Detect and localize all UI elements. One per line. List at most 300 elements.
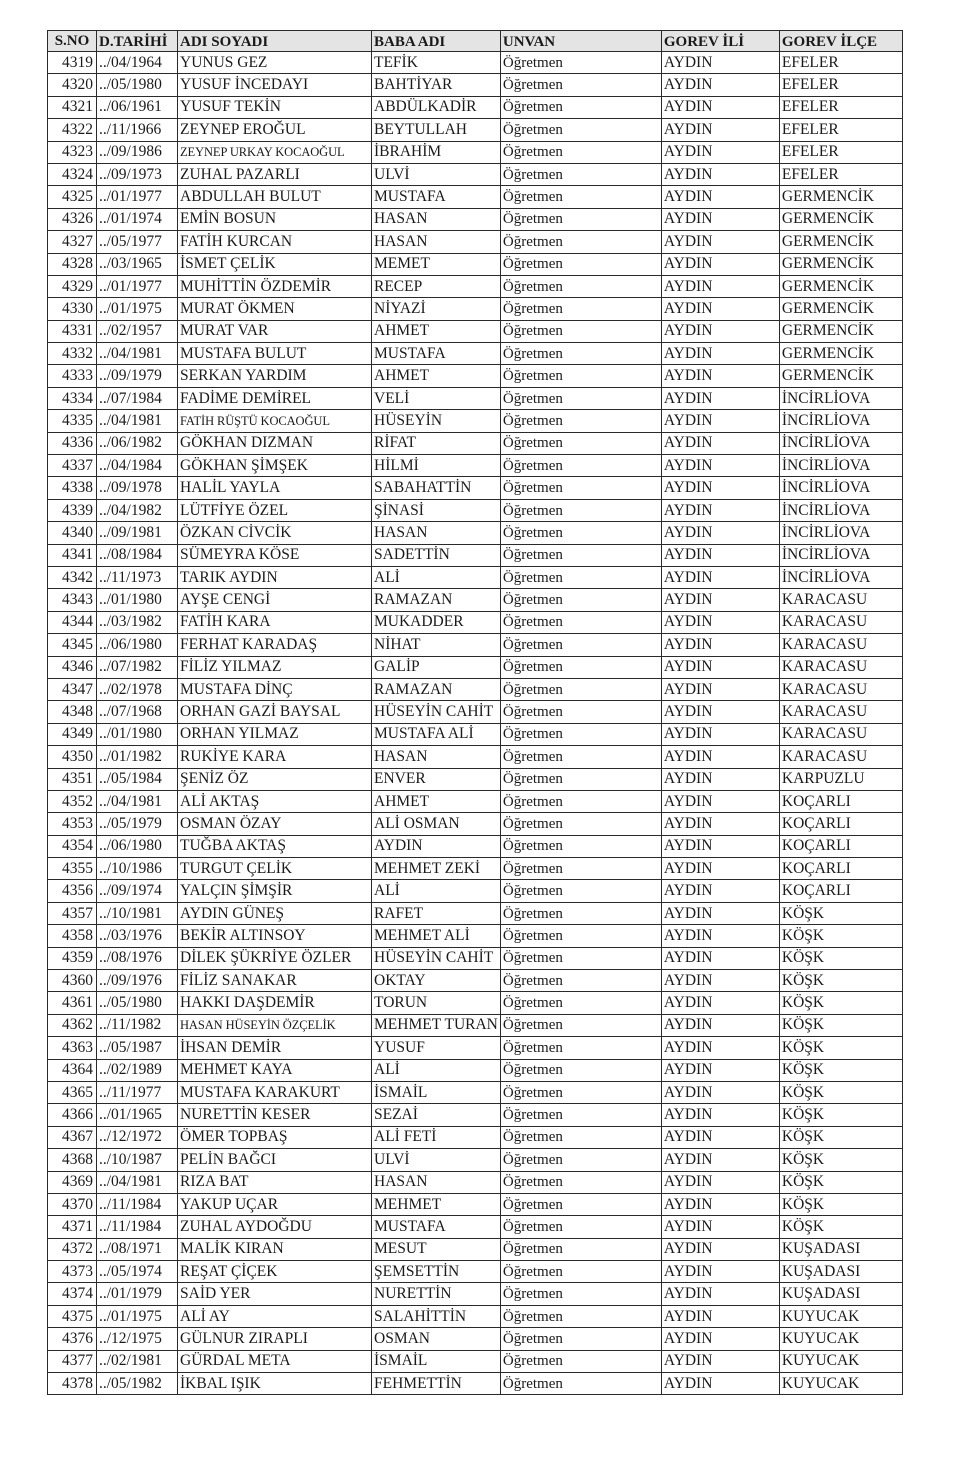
cell-birth-date: ../11/1966 — [97, 119, 178, 141]
cell-birth-date: ../08/1976 — [97, 947, 178, 969]
table-row — [48, 365, 903, 387]
cell-district: GERMENCİK — [779, 253, 902, 275]
table-row — [48, 566, 903, 588]
cell-district: İNCİRLİOVA — [779, 544, 902, 566]
cell-district: KÖŞK — [779, 1059, 902, 1081]
cell-birth-date: ../01/1977 — [97, 186, 178, 208]
cell-province: AYDIN — [661, 790, 779, 812]
cell-sno: 4373 — [48, 1261, 97, 1283]
cell-father-name: OSMAN — [372, 1328, 501, 1350]
cell-father-name: ALİ FETİ — [372, 1126, 501, 1148]
cell-sno: 4346 — [48, 656, 97, 678]
cell-birth-date: ../06/1961 — [97, 96, 178, 118]
cell-birth-date: ../04/1964 — [97, 52, 178, 74]
cell-title: Öğretmen — [500, 925, 661, 947]
table-row — [48, 163, 903, 185]
cell-title: Öğretmen — [500, 1059, 661, 1081]
cell-district: GERMENCİK — [779, 343, 902, 365]
cell-title: Öğretmen — [500, 52, 661, 74]
cell-province: AYDIN — [661, 678, 779, 700]
header-full-name: ADI SOYADI — [178, 31, 372, 52]
cell-district: GERMENCİK — [779, 186, 902, 208]
cell-province: AYDIN — [661, 1350, 779, 1372]
cell-father-name: OKTAY — [372, 970, 501, 992]
cell-sno: 4333 — [48, 365, 97, 387]
cell-district: KUYUCAK — [779, 1373, 902, 1395]
cell-province: AYDIN — [661, 1283, 779, 1305]
cell-full-name: BEKİR ALTINSOY — [178, 925, 372, 947]
cell-title: Öğretmen — [500, 902, 661, 924]
table-row — [48, 1328, 903, 1350]
cell-title: Öğretmen — [500, 343, 661, 365]
cell-father-name: AYDIN — [372, 835, 501, 857]
table-row — [48, 1149, 903, 1171]
cell-full-name: LÜTFİYE ÖZEL — [178, 499, 372, 521]
cell-birth-date: ../11/1973 — [97, 566, 178, 588]
cell-full-name: RUKİYE KARA — [178, 746, 372, 768]
header-province: GOREV İLİ — [661, 31, 779, 52]
cell-province: AYDIN — [661, 231, 779, 253]
cell-province: AYDIN — [661, 1149, 779, 1171]
cell-district: İNCİRLİOVA — [779, 477, 902, 499]
cell-sno: 4363 — [48, 1037, 97, 1059]
cell-province: AYDIN — [661, 1238, 779, 1260]
cell-father-name: TEFİK — [372, 52, 501, 74]
cell-title: Öğretmen — [500, 141, 661, 163]
cell-district: GERMENCİK — [779, 298, 902, 320]
cell-sno: 4378 — [48, 1373, 97, 1395]
cell-father-name: ALİ — [372, 880, 501, 902]
cell-sno: 4326 — [48, 208, 97, 230]
cell-full-name: RIZA BAT — [178, 1171, 372, 1193]
cell-district: KÖŞK — [779, 992, 902, 1014]
cell-district: İNCİRLİOVA — [779, 410, 902, 432]
cell-birth-date: ../02/1978 — [97, 678, 178, 700]
cell-sno: 4357 — [48, 902, 97, 924]
cell-title: Öğretmen — [500, 746, 661, 768]
cell-title: Öğretmen — [500, 701, 661, 723]
table-row — [48, 1305, 903, 1327]
cell-title: Öğretmen — [500, 477, 661, 499]
cell-sno: 4354 — [48, 835, 97, 857]
table-row — [48, 1059, 903, 1081]
table-row — [48, 992, 903, 1014]
cell-birth-date: ../02/1957 — [97, 320, 178, 342]
table-row — [48, 947, 903, 969]
cell-full-name: YUSUF TEKİN — [178, 96, 372, 118]
cell-sno: 4362 — [48, 1014, 97, 1036]
cell-sno: 4374 — [48, 1283, 97, 1305]
cell-district: KUYUCAK — [779, 1350, 902, 1372]
cell-province: AYDIN — [661, 141, 779, 163]
cell-district: KÖŞK — [779, 925, 902, 947]
cell-title: Öğretmen — [500, 656, 661, 678]
cell-full-name: TARIK AYDIN — [178, 566, 372, 588]
cell-birth-date: ../01/1980 — [97, 723, 178, 745]
cell-birth-date: ../09/1981 — [97, 522, 178, 544]
cell-father-name: MUSTAFA ALİ — [372, 723, 501, 745]
cell-birth-date: ../06/1982 — [97, 432, 178, 454]
personnel-table — [47, 30, 903, 1395]
cell-province: AYDIN — [661, 96, 779, 118]
table-row — [48, 522, 903, 544]
table-row — [48, 790, 903, 812]
cell-sno: 4323 — [48, 141, 97, 163]
cell-province: AYDIN — [661, 813, 779, 835]
cell-birth-date: ../01/1980 — [97, 589, 178, 611]
cell-sno: 4365 — [48, 1081, 97, 1103]
cell-province: AYDIN — [661, 74, 779, 96]
cell-father-name: HİLMİ — [372, 455, 501, 477]
cell-title: Öğretmen — [500, 74, 661, 96]
cell-father-name: VELİ — [372, 387, 501, 409]
cell-full-name: ALİ AKTAŞ — [178, 790, 372, 812]
cell-full-name: YUSUF İNCEDAYI — [178, 74, 372, 96]
cell-district: İNCİRLİOVA — [779, 455, 902, 477]
cell-sno: 4319 — [48, 52, 97, 74]
cell-sno: 4329 — [48, 275, 97, 297]
cell-birth-date: ../11/1984 — [97, 1193, 178, 1215]
table-row — [48, 74, 903, 96]
table-row — [48, 1283, 903, 1305]
cell-sno: 4371 — [48, 1216, 97, 1238]
table-row — [48, 768, 903, 790]
table-row — [48, 589, 903, 611]
cell-title: Öğretmen — [500, 1081, 661, 1103]
cell-full-name: YUNUS GEZ — [178, 52, 372, 74]
table-row — [48, 678, 903, 700]
cell-full-name: MUSTAFA DİNÇ — [178, 678, 372, 700]
cell-birth-date: ../01/1975 — [97, 1305, 178, 1327]
cell-district: EFELER — [779, 119, 902, 141]
table-row — [48, 499, 903, 521]
cell-sno: 4352 — [48, 790, 97, 812]
cell-title: Öğretmen — [500, 858, 661, 880]
cell-sno: 4338 — [48, 477, 97, 499]
cell-district: KOÇARLI — [779, 835, 902, 857]
cell-province: AYDIN — [661, 298, 779, 320]
cell-district: İNCİRLİOVA — [779, 387, 902, 409]
cell-province: AYDIN — [661, 275, 779, 297]
cell-province: AYDIN — [661, 1014, 779, 1036]
cell-title: Öğretmen — [500, 1283, 661, 1305]
cell-province: AYDIN — [661, 1104, 779, 1126]
cell-full-name: ÖMER TOPBAŞ — [178, 1126, 372, 1148]
cell-father-name: ULVİ — [372, 1149, 501, 1171]
cell-full-name: MEHMET KAYA — [178, 1059, 372, 1081]
cell-birth-date: ../04/1981 — [97, 410, 178, 432]
cell-father-name: HÜSEYİN CAHİT — [372, 701, 501, 723]
table-row — [48, 925, 903, 947]
cell-birth-date: ../05/1984 — [97, 768, 178, 790]
cell-birth-date: ../03/1965 — [97, 253, 178, 275]
cell-sno: 4337 — [48, 455, 97, 477]
cell-title: Öğretmen — [500, 432, 661, 454]
cell-full-name: FATİH KARA — [178, 611, 372, 633]
table-row — [48, 1216, 903, 1238]
cell-full-name: EMİN BOSUN — [178, 208, 372, 230]
cell-district: İNCİRLİOVA — [779, 522, 902, 544]
cell-province: AYDIN — [661, 947, 779, 969]
table-row — [48, 544, 903, 566]
cell-title: Öğretmen — [500, 970, 661, 992]
cell-sno: 4349 — [48, 723, 97, 745]
cell-province: AYDIN — [661, 701, 779, 723]
cell-district: EFELER — [779, 163, 902, 185]
cell-full-name: PELİN BAĞCI — [178, 1149, 372, 1171]
cell-province: AYDIN — [661, 119, 779, 141]
cell-father-name: NİYAZİ — [372, 298, 501, 320]
cell-full-name: AYŞE CENGİ — [178, 589, 372, 611]
cell-father-name: SEZAİ — [372, 1104, 501, 1126]
cell-sno: 4322 — [48, 119, 97, 141]
cell-sno: 4351 — [48, 768, 97, 790]
cell-title: Öğretmen — [500, 365, 661, 387]
cell-birth-date: ../01/1982 — [97, 746, 178, 768]
cell-father-name: HÜSEYİN — [372, 410, 501, 432]
cell-birth-date: ../02/1981 — [97, 1350, 178, 1372]
table-row — [48, 634, 903, 656]
cell-full-name: OSMAN ÖZAY — [178, 813, 372, 835]
cell-birth-date: ../01/1977 — [97, 275, 178, 297]
cell-sno: 4356 — [48, 880, 97, 902]
table-body — [48, 52, 903, 1395]
cell-title: Öğretmen — [500, 723, 661, 745]
cell-title: Öğretmen — [500, 298, 661, 320]
cell-province: AYDIN — [661, 522, 779, 544]
cell-birth-date: ../01/1975 — [97, 298, 178, 320]
cell-father-name: RAFET — [372, 902, 501, 924]
cell-sno: 4325 — [48, 186, 97, 208]
cell-father-name: RECEP — [372, 275, 501, 297]
cell-title: Öğretmen — [500, 611, 661, 633]
cell-full-name: GÜRDAL META — [178, 1350, 372, 1372]
cell-full-name: MALİK KIRAN — [178, 1238, 372, 1260]
cell-district: KOÇARLI — [779, 790, 902, 812]
cell-sno: 4358 — [48, 925, 97, 947]
cell-birth-date: ../01/1979 — [97, 1283, 178, 1305]
table-row — [48, 208, 903, 230]
cell-birth-date: ../12/1975 — [97, 1328, 178, 1350]
cell-full-name: MURAT ÖKMEN — [178, 298, 372, 320]
cell-province: AYDIN — [661, 343, 779, 365]
cell-father-name: ŞEMSETTİN — [372, 1261, 501, 1283]
cell-full-name: HASAN HÜSEYİN ÖZÇELİK — [178, 1014, 372, 1036]
cell-district: GERMENCİK — [779, 231, 902, 253]
cell-province: AYDIN — [661, 1126, 779, 1148]
cell-title: Öğretmen — [500, 1014, 661, 1036]
cell-birth-date: ../04/1981 — [97, 1171, 178, 1193]
cell-birth-date: ../10/1987 — [97, 1149, 178, 1171]
cell-province: AYDIN — [661, 1216, 779, 1238]
cell-father-name: MUSTAFA — [372, 186, 501, 208]
table-row — [48, 432, 903, 454]
cell-full-name: GÖKHAN ŞİMŞEK — [178, 455, 372, 477]
cell-birth-date: ../11/1984 — [97, 1216, 178, 1238]
cell-sno: 4367 — [48, 1126, 97, 1148]
cell-sno: 4345 — [48, 634, 97, 656]
cell-province: AYDIN — [661, 589, 779, 611]
cell-sno: 4343 — [48, 589, 97, 611]
table-row — [48, 1193, 903, 1215]
table-row — [48, 835, 903, 857]
cell-title: Öğretmen — [500, 634, 661, 656]
cell-full-name: MURAT VAR — [178, 320, 372, 342]
cell-father-name: SABAHATTİN — [372, 477, 501, 499]
cell-father-name: MUKADDER — [372, 611, 501, 633]
table-row — [48, 1014, 903, 1036]
cell-title: Öğretmen — [500, 499, 661, 521]
cell-sno: 4334 — [48, 387, 97, 409]
cell-province: AYDIN — [661, 455, 779, 477]
table-row — [48, 1238, 903, 1260]
cell-district: KARACASU — [779, 678, 902, 700]
cell-father-name: RAMAZAN — [372, 678, 501, 700]
cell-sno: 4355 — [48, 858, 97, 880]
table-row — [48, 1373, 903, 1395]
cell-title: Öğretmen — [500, 96, 661, 118]
cell-father-name: ŞİNASİ — [372, 499, 501, 521]
cell-title: Öğretmen — [500, 1149, 661, 1171]
cell-sno: 4347 — [48, 678, 97, 700]
cell-father-name: İBRAHİM — [372, 141, 501, 163]
cell-district: KÖŞK — [779, 1171, 902, 1193]
cell-title: Öğretmen — [500, 186, 661, 208]
cell-title: Öğretmen — [500, 231, 661, 253]
cell-district: EFELER — [779, 74, 902, 96]
cell-title: Öğretmen — [500, 1193, 661, 1215]
header-title: UNVAN — [500, 31, 661, 52]
cell-title: Öğretmen — [500, 1238, 661, 1260]
cell-district: KARACASU — [779, 746, 902, 768]
cell-district: KARACASU — [779, 611, 902, 633]
cell-province: AYDIN — [661, 835, 779, 857]
cell-title: Öğretmen — [500, 387, 661, 409]
cell-father-name: AHMET — [372, 365, 501, 387]
cell-full-name: İKBAL IŞIK — [178, 1373, 372, 1395]
cell-title: Öğretmen — [500, 1037, 661, 1059]
cell-title: Öğretmen — [500, 410, 661, 432]
cell-full-name: SERKAN YARDIM — [178, 365, 372, 387]
cell-birth-date: ../09/1979 — [97, 365, 178, 387]
cell-title: Öğretmen — [500, 880, 661, 902]
table-row — [48, 656, 903, 678]
cell-father-name: ABDÜLKADİR — [372, 96, 501, 118]
cell-birth-date: ../05/1974 — [97, 1261, 178, 1283]
cell-district: KARACASU — [779, 634, 902, 656]
cell-birth-date: ../10/1981 — [97, 902, 178, 924]
cell-district: KUŞADASI — [779, 1283, 902, 1305]
cell-province: AYDIN — [661, 880, 779, 902]
cell-district: KÖŞK — [779, 947, 902, 969]
cell-birth-date: ../07/1968 — [97, 701, 178, 723]
cell-sno: 4366 — [48, 1104, 97, 1126]
cell-father-name: MEHMET ZEKİ — [372, 858, 501, 880]
header-sno: S.NO — [48, 31, 97, 52]
table-row — [48, 275, 903, 297]
cell-full-name: TUĞBA AKTAŞ — [178, 835, 372, 857]
cell-father-name: NİHAT — [372, 634, 501, 656]
cell-father-name: ALİ — [372, 1059, 501, 1081]
cell-district: KÖŞK — [779, 1081, 902, 1103]
cell-title: Öğretmen — [500, 522, 661, 544]
cell-province: AYDIN — [661, 1261, 779, 1283]
cell-province: AYDIN — [661, 723, 779, 745]
cell-district: KÖŞK — [779, 1014, 902, 1036]
cell-province: AYDIN — [661, 1373, 779, 1395]
cell-district: EFELER — [779, 96, 902, 118]
cell-full-name: DİLEK ŞÜKRİYE ÖZLER — [178, 947, 372, 969]
cell-title: Öğretmen — [500, 566, 661, 588]
table-row — [48, 119, 903, 141]
table-row — [48, 477, 903, 499]
cell-father-name: HASAN — [372, 231, 501, 253]
cell-sno: 4377 — [48, 1350, 97, 1372]
table-row — [48, 611, 903, 633]
cell-father-name: RİFAT — [372, 432, 501, 454]
cell-district: KOÇARLI — [779, 858, 902, 880]
cell-title: Öğretmen — [500, 678, 661, 700]
cell-sno: 4327 — [48, 231, 97, 253]
cell-full-name: NURETTİN KESER — [178, 1104, 372, 1126]
cell-sno: 4331 — [48, 320, 97, 342]
cell-sno: 4332 — [48, 343, 97, 365]
cell-province: AYDIN — [661, 970, 779, 992]
cell-birth-date: ../05/1977 — [97, 231, 178, 253]
cell-sno: 4359 — [48, 947, 97, 969]
cell-birth-date: ../01/1965 — [97, 1104, 178, 1126]
cell-father-name: FEHMETTİN — [372, 1373, 501, 1395]
cell-province: AYDIN — [661, 768, 779, 790]
cell-father-name: BAHTİYAR — [372, 74, 501, 96]
cell-father-name: MEHMET TURAN — [372, 1014, 501, 1036]
cell-full-name: GÖKHAN DIZMAN — [178, 432, 372, 454]
cell-title: Öğretmen — [500, 589, 661, 611]
cell-province: AYDIN — [661, 1305, 779, 1327]
cell-sno: 4330 — [48, 298, 97, 320]
cell-birth-date: ../05/1980 — [97, 992, 178, 1014]
cell-title: Öğretmen — [500, 1126, 661, 1148]
cell-father-name: SALAHİTTİN — [372, 1305, 501, 1327]
cell-birth-date: ../05/1987 — [97, 1037, 178, 1059]
cell-title: Öğretmen — [500, 1350, 661, 1372]
cell-full-name: ABDULLAH BULUT — [178, 186, 372, 208]
cell-title: Öğretmen — [500, 1373, 661, 1395]
cell-father-name: HÜSEYİN CAHİT — [372, 947, 501, 969]
cell-sno: 4353 — [48, 813, 97, 835]
cell-full-name: FİLİZ YILMAZ — [178, 656, 372, 678]
cell-father-name: İSMAİL — [372, 1081, 501, 1103]
cell-sno: 4360 — [48, 970, 97, 992]
cell-full-name: ZEYNEP URKAY KOCAOĞUL — [178, 141, 372, 163]
cell-title: Öğretmen — [500, 947, 661, 969]
cell-district: GERMENCİK — [779, 320, 902, 342]
cell-province: AYDIN — [661, 253, 779, 275]
cell-father-name: NURETTİN — [372, 1283, 501, 1305]
cell-province: AYDIN — [661, 499, 779, 521]
table-row — [48, 902, 903, 924]
cell-sno: 4324 — [48, 163, 97, 185]
table-row — [48, 723, 903, 745]
cell-full-name: GÜLNUR ZIRAPLI — [178, 1328, 372, 1350]
cell-title: Öğretmen — [500, 1328, 661, 1350]
cell-title: Öğretmen — [500, 1104, 661, 1126]
cell-province: AYDIN — [661, 208, 779, 230]
cell-birth-date: ../06/1980 — [97, 835, 178, 857]
table-row — [48, 858, 903, 880]
cell-sno: 4370 — [48, 1193, 97, 1215]
cell-title: Öğretmen — [500, 813, 661, 835]
